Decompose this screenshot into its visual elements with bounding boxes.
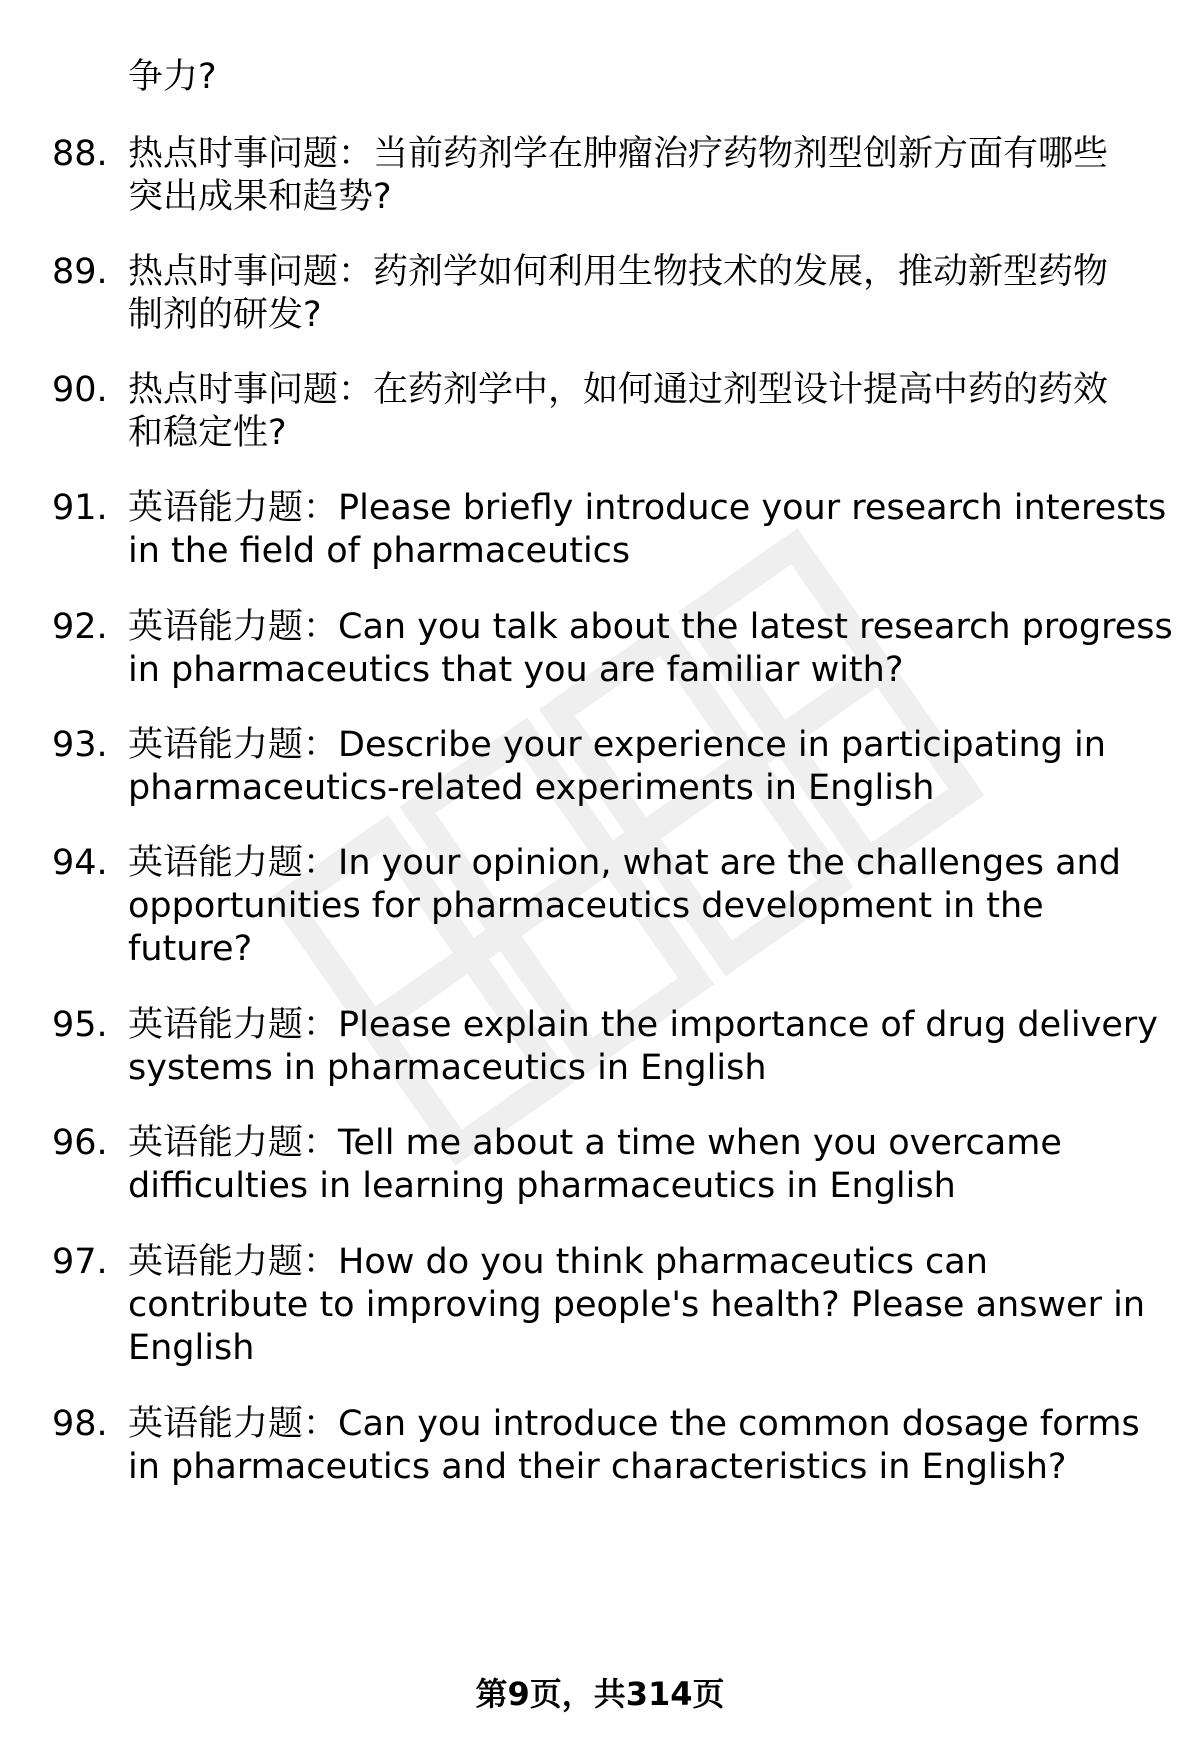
item-text: opportunities for pharmaceutics development in the — [128, 886, 1044, 926]
item-number: 89. — [52, 252, 108, 292]
item-text: 英语能力题：In your opinion, what are the challenges and — [128, 843, 1121, 883]
item-number: 92. — [52, 607, 108, 647]
item-text: English — [128, 1328, 255, 1368]
item-text: 英语能力题：Please briefly introduce your research interests — [128, 488, 1167, 528]
item-number: 91. — [52, 488, 108, 528]
item-number: 88. — [52, 134, 108, 174]
item-number: 90. — [52, 370, 108, 410]
item-number: 98. — [52, 1404, 108, 1444]
item-number: 96. — [52, 1123, 108, 1163]
item-text: 制剂的研发? — [128, 295, 322, 335]
item-text: 英语能力题：How do you think pharmaceutics can — [128, 1242, 988, 1282]
item-text: 英语能力题：Can you talk about the latest research progress — [128, 607, 1173, 647]
item-number: 94. — [52, 843, 108, 883]
item-number: 95. — [52, 1005, 108, 1045]
item-text: contribute to improving people's health? Please answer in — [128, 1285, 1146, 1325]
item-number: 93. — [52, 725, 108, 765]
item-text: 英语能力题：Please explain the importance of drug delivery — [128, 1005, 1158, 1045]
item-text: future? — [128, 929, 253, 969]
continuation-text: 争力? — [128, 57, 217, 97]
item-text: in the field of pharmaceutics — [128, 531, 631, 571]
item-text: 英语能力题：Tell me about a time when you overcame — [128, 1123, 1062, 1163]
item-text: 热点时事问题：当前药剂学在肿瘤治疗药物剂型创新方面有哪些 — [128, 134, 1109, 174]
item-number: 97. — [52, 1242, 108, 1282]
page-number-footer: 第9页，共314页 — [475, 1675, 725, 1713]
item-text: 和稳定性? — [128, 413, 287, 453]
item-text: 突出成果和趋势? — [128, 177, 392, 217]
item-text: in pharmaceutics and their characteristics in English? — [128, 1447, 1067, 1487]
item-text: in pharmaceutics that you are familiar with? — [128, 650, 904, 690]
item-text: 英语能力题：Describe your experience in participating in — [128, 725, 1106, 765]
item-text: 英语能力题：Can you introduce the common dosage forms — [128, 1404, 1140, 1444]
item-text: 热点时事问题：药剂学如何利用生物技术的发展，推动新型药物 — [128, 252, 1109, 292]
item-text: difficulties in learning pharmaceutics in English — [128, 1166, 956, 1206]
item-text: 热点时事问题：在药剂学中，如何通过剂型设计提高中药的药效 — [128, 370, 1109, 410]
item-text: systems in pharmaceutics in English — [128, 1048, 767, 1088]
item-text: pharmaceutics-related experiments in English — [128, 768, 935, 808]
